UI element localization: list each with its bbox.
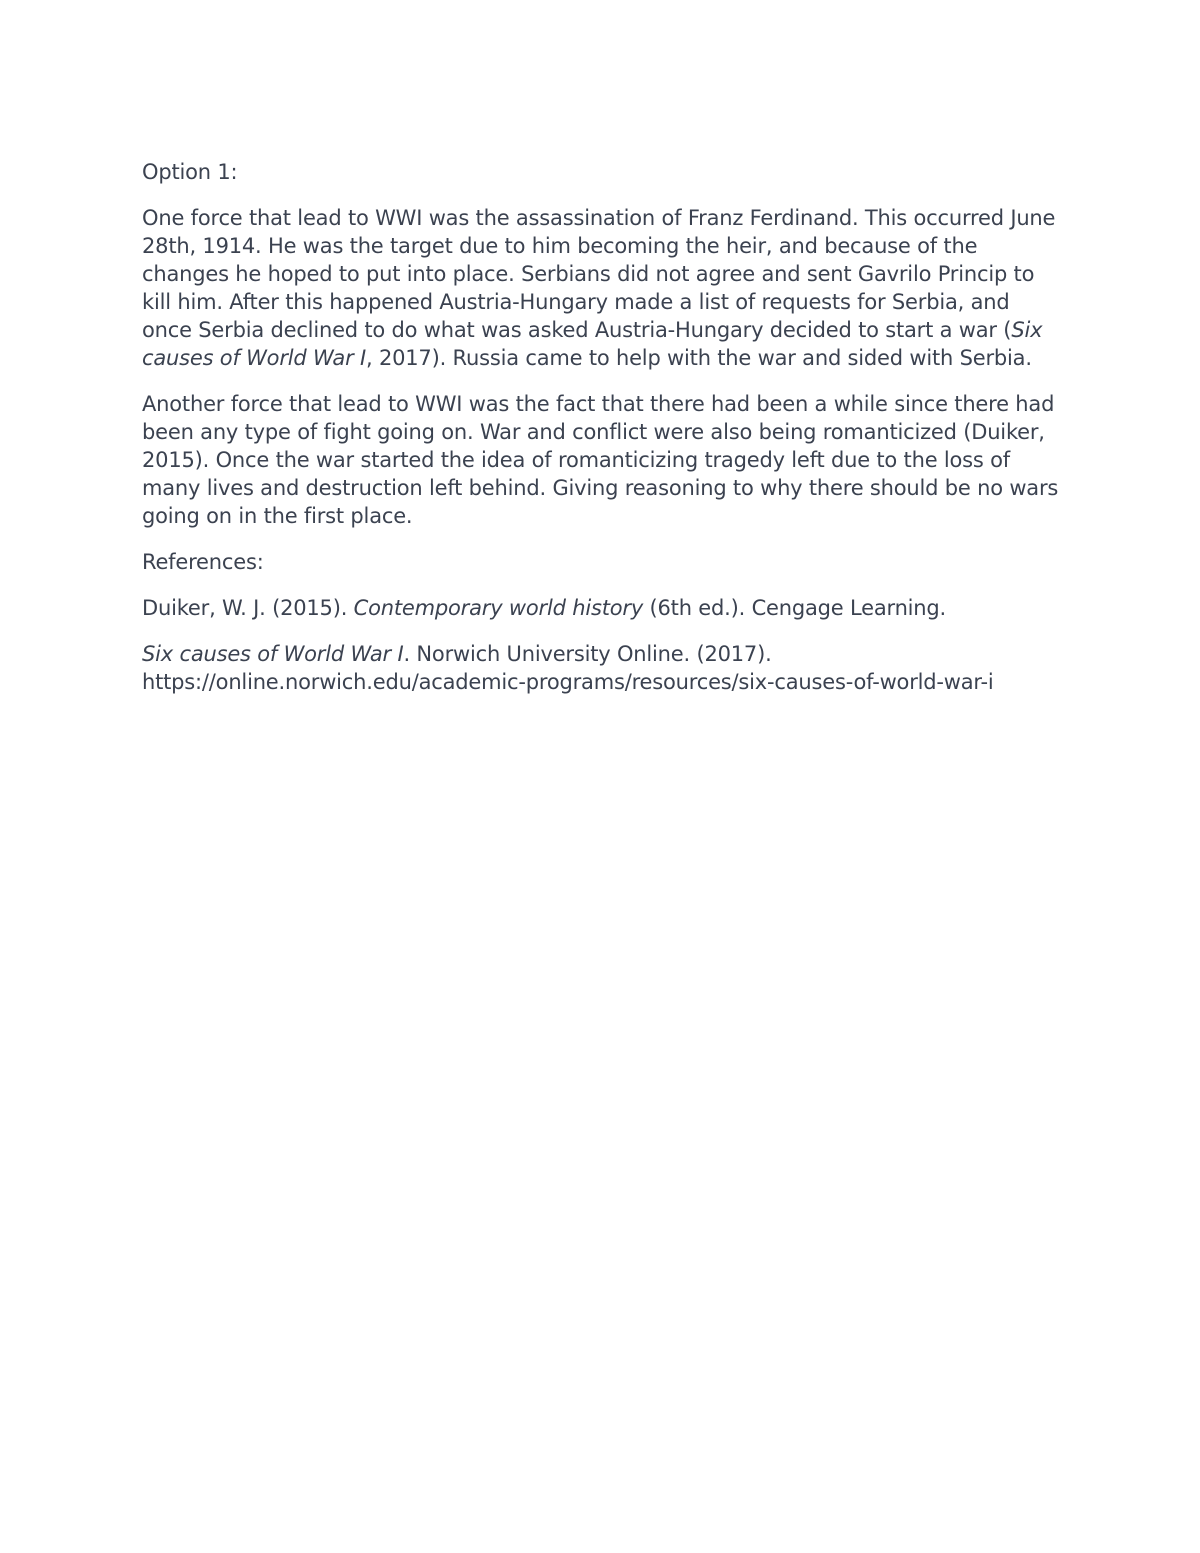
- references-heading: References:: [142, 550, 264, 574]
- option-heading: Option 1:: [142, 160, 238, 184]
- paragraph-text: One force that lead to WWI was the assassination of Franz Ferdinand. This occurred June 28th, 1914. He was the target due to him becoming the heir, and because of the changes he hoped to put into place. Serbians did not agree and sent Gavrilo Princip to kill him. After this happened Austria-Hungary made a list of requests for Serbia, and once Serbia declined to do what was asked Austria-Hungary decided to start a war (: [142, 206, 1056, 342]
- document-body: [142, 158, 1062, 714]
- paragraph-romanticized-war: Another force that lead to WWI was the fact that there had been a while since there had been any type of fight going on. War and conflict were also being romanticized (Duiker, 2015). Once the war started the idea of romanticizing tragedy left due to the loss of many lives and destruction left behind. Giving reasoning to why there should be no wars going on in the first place.: [142, 392, 1059, 528]
- reference-text: Duiker, W. J. (2015).: [142, 596, 354, 620]
- reference-text: . Norwich University Online. (2017).: [403, 642, 772, 666]
- reference-text: (6th ed.). Cengage Learning.: [643, 596, 947, 620]
- paragraph-assassination: [142, 204, 1062, 372]
- citation-title: Six causes of World War I: [142, 318, 1043, 370]
- reference-title: Six causes of World War I: [142, 642, 404, 666]
- reference-title: Contemporary world history: [353, 596, 644, 620]
- paragraph-text: , 2017). Russia came to help with the war and sided with Serbia.: [366, 346, 1032, 370]
- reference-norwich: [142, 640, 1062, 696]
- reference-duiker: [142, 594, 1062, 622]
- reference-url: https://online.norwich.edu/academic-programs/resources/six-causes-of-world-war-i: [142, 670, 994, 694]
